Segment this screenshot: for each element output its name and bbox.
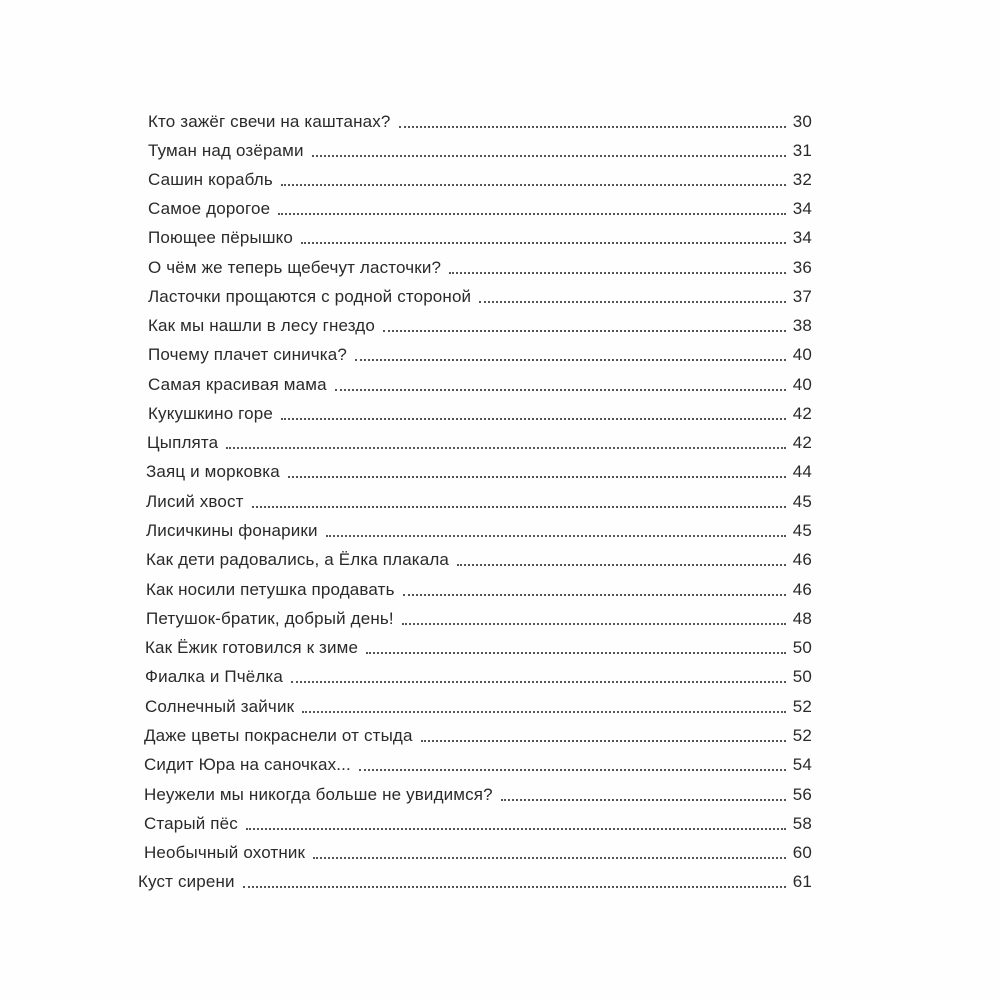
dot-leader — [326, 535, 786, 537]
toc-entry — [148, 254, 812, 278]
dot-leader — [312, 155, 786, 157]
toc-entry-title: Даже цветы покраснели от стыда — [144, 726, 413, 745]
dot-leader — [301, 242, 786, 244]
dot-leader — [302, 711, 786, 713]
dot-leader — [355, 359, 786, 361]
toc-entry — [148, 341, 812, 365]
toc-entry-title: Как мы нашли в лесу гнездо — [148, 316, 375, 335]
toc-entry — [148, 137, 812, 161]
toc-entry-page: 45 — [792, 492, 812, 511]
dot-leader — [288, 476, 786, 478]
toc-entry-title: Почему плачет синичка? — [148, 345, 347, 364]
toc-entry — [146, 546, 812, 570]
toc-entry — [144, 839, 812, 863]
dot-leader — [281, 184, 786, 186]
toc-entry-page: 50 — [792, 667, 812, 686]
toc-entry-title: Ласточки прощаются с родной стороной — [148, 287, 472, 306]
toc-entry — [144, 722, 812, 746]
toc-entry — [145, 663, 812, 687]
toc-entry-title: Лисичкины фонарики — [146, 521, 318, 540]
toc-entry — [148, 283, 812, 307]
toc-entry — [146, 517, 812, 541]
dot-leader — [501, 799, 786, 801]
toc-entry-page: 46 — [792, 550, 812, 569]
toc-entry-title: Самое дорогое — [148, 199, 271, 218]
toc-entry — [148, 312, 812, 336]
toc-entry — [146, 488, 812, 512]
toc-entry — [148, 108, 812, 132]
toc-entry-title: Сидит Юра на саночках... — [144, 755, 351, 774]
toc-entry-title: О чём же теперь щебечут ласточки? — [148, 258, 442, 277]
dot-leader — [335, 389, 786, 391]
toc-entry-page: 50 — [792, 638, 812, 657]
toc-entry-page: 37 — [792, 287, 812, 306]
toc-entry-page: 40 — [792, 345, 812, 364]
toc-entry-title: Лисий хвост — [146, 492, 244, 511]
toc-entry-page: 30 — [792, 112, 812, 131]
toc-entry-title: Неужели мы никогда больше не увидимся? — [144, 785, 493, 804]
dot-leader — [243, 886, 786, 888]
toc-entry-page: 42 — [792, 433, 812, 452]
toc-entry-title: Сашин корабль — [148, 170, 273, 189]
toc-entry-page: 36 — [792, 258, 812, 277]
toc-entry-page: 34 — [792, 199, 812, 218]
toc-entry-title: Солнечный зайчик — [145, 697, 295, 716]
dot-leader — [246, 828, 786, 830]
toc-entry-page: 58 — [792, 814, 812, 833]
toc-entry — [148, 166, 812, 190]
toc-entry-page: 60 — [792, 843, 812, 862]
toc-entry-title: Старый пёс — [144, 814, 238, 833]
toc-entry — [146, 458, 812, 482]
toc-entry — [145, 693, 812, 717]
toc-entry — [144, 810, 812, 834]
toc-entry-title: Фиалка и Пчёлка — [145, 667, 283, 686]
toc-entry-title: Поющее пёрышко — [148, 228, 294, 247]
dot-leader — [313, 857, 786, 859]
toc-entry-page: 38 — [792, 316, 812, 335]
toc-entry-page: 45 — [792, 521, 812, 540]
dot-leader — [252, 506, 786, 508]
toc-entry-page: 54 — [792, 755, 812, 774]
dot-leader — [402, 623, 786, 625]
toc-entry — [138, 868, 812, 892]
toc-entry-title: Заяц и морковка — [146, 462, 280, 481]
toc-entry — [146, 605, 812, 629]
dot-leader — [383, 330, 786, 332]
toc-entry — [146, 576, 812, 600]
toc-entry-title: Туман над озёрами — [148, 141, 304, 160]
toc-entry-page: 44 — [792, 462, 812, 481]
toc-entry — [148, 195, 812, 219]
toc-entry — [145, 634, 812, 658]
toc-entry — [144, 751, 812, 775]
toc-entry — [147, 429, 812, 453]
toc-entry-title: Цыплята — [147, 433, 219, 452]
toc-entry-page: 42 — [792, 404, 812, 423]
dot-leader — [278, 213, 786, 215]
toc-entry-title: Как носили петушка продавать — [146, 580, 395, 599]
dot-leader — [399, 126, 787, 128]
toc-entry-title: Кукушкино горе — [148, 404, 273, 423]
toc-entry-title: Кто зажёг свечи на каштанах? — [148, 112, 391, 131]
toc-entry — [148, 400, 812, 424]
dot-leader — [226, 447, 786, 449]
toc-entry-page: 40 — [792, 375, 812, 394]
dot-leader — [291, 681, 786, 683]
toc-entry — [144, 781, 812, 805]
toc-entry-page: 34 — [792, 228, 812, 247]
toc-entry-title: Необычный охотник — [144, 843, 306, 862]
toc-entry-page: 52 — [792, 697, 812, 716]
toc-entry-page: 31 — [792, 141, 812, 160]
toc-entry — [148, 224, 812, 248]
toc-entry-page: 46 — [792, 580, 812, 599]
toc-entry-title: Как дети радовались, а Ёлка плакала — [146, 550, 450, 569]
toc-entry-title: Петушок-братик, добрый день! — [146, 609, 394, 628]
toc-entry-page: 52 — [792, 726, 812, 745]
dot-leader — [281, 418, 786, 420]
dot-leader — [359, 769, 786, 771]
dot-leader — [421, 740, 786, 742]
toc-entry-title: Самая красивая мама — [148, 375, 327, 394]
toc-entry — [148, 371, 812, 395]
toc-entry-page: 56 — [792, 785, 812, 804]
toc-entry-title: Куст сирени — [138, 872, 235, 891]
dot-leader — [403, 594, 786, 596]
toc-entry-title: Как Ёжик готовился к зиме — [145, 638, 359, 657]
toc-entry-page: 61 — [792, 872, 812, 891]
dot-leader — [366, 652, 786, 654]
toc-entry-page: 48 — [792, 609, 812, 628]
dot-leader — [457, 564, 786, 566]
toc-entry-page: 32 — [792, 170, 812, 189]
dot-leader — [449, 272, 786, 274]
dot-leader — [479, 301, 786, 303]
